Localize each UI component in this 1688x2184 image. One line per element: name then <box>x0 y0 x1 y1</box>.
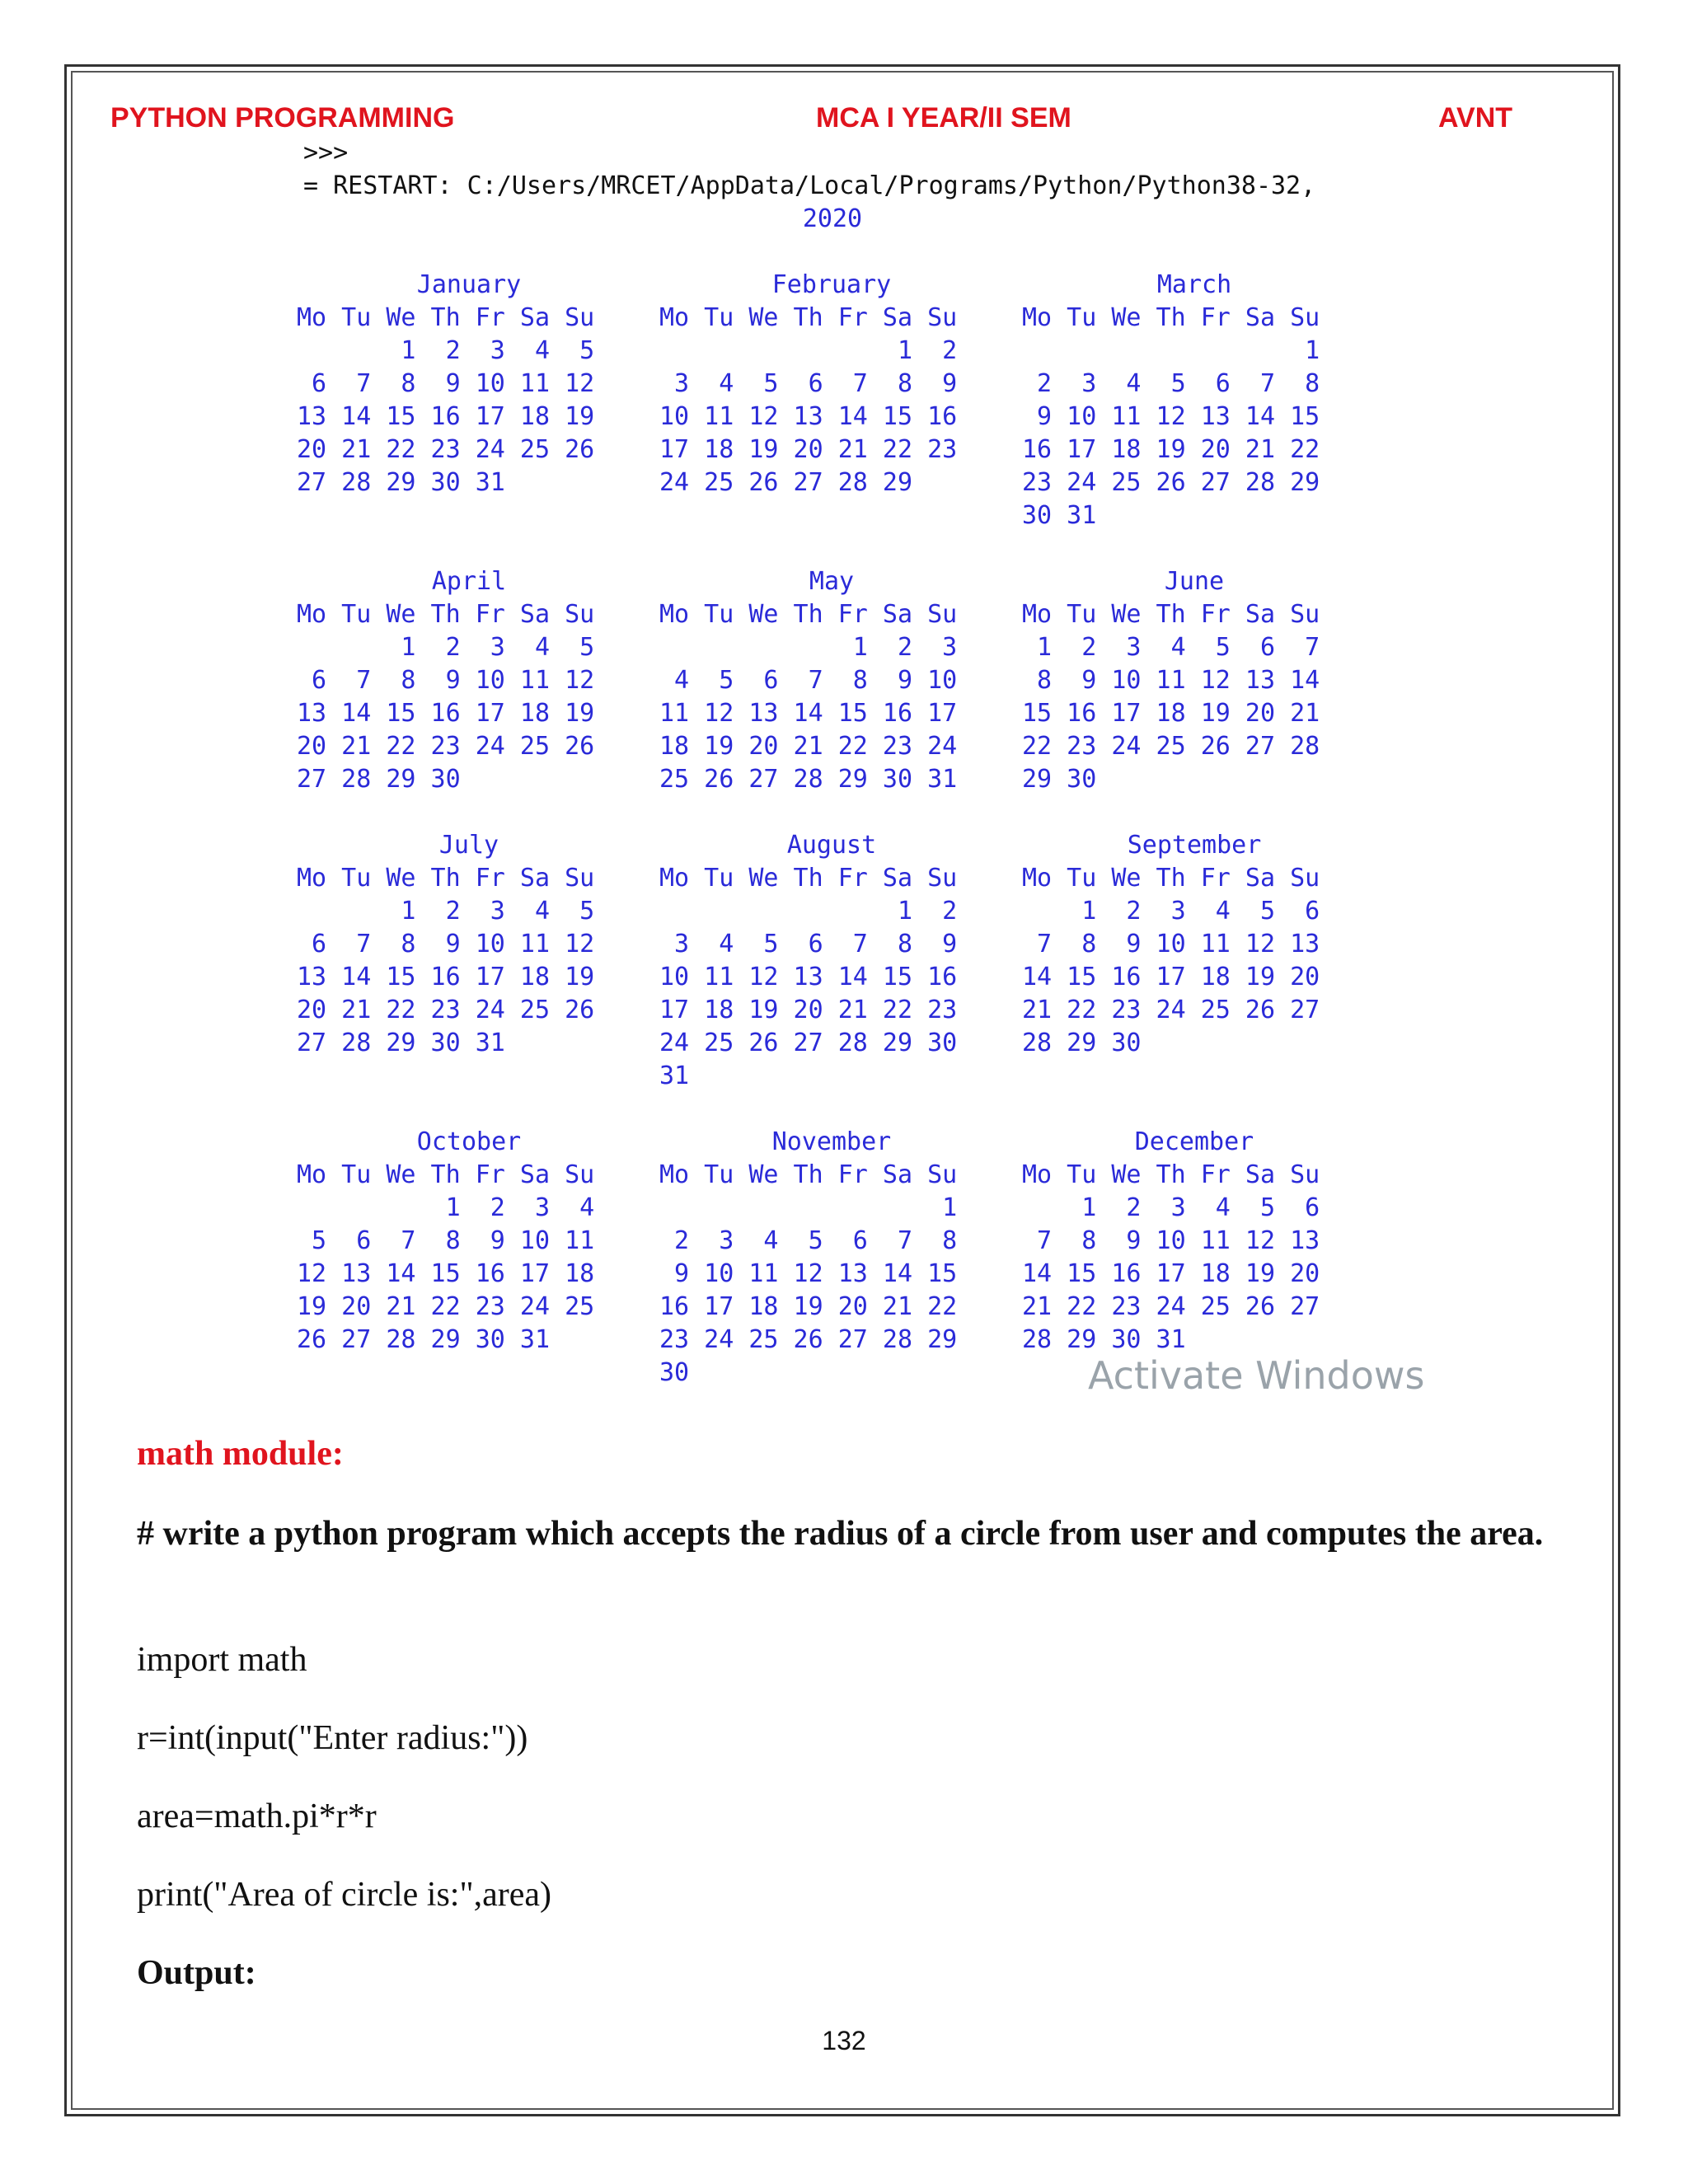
calendar-week: 1 2 3 4 5 <box>297 336 595 365</box>
activate-windows-watermark: Activate Windows <box>1088 1353 1425 1398</box>
weekday-header: Mo Tu We Th Fr Sa Su <box>297 303 595 332</box>
page-number: 132 <box>822 2026 866 2055</box>
calendar-week: 27 28 29 30 31 <box>297 1029 505 1057</box>
calendar-month-october <box>297 1126 651 1357</box>
weekday-header: Mo Tu We Th Fr Sa Su <box>297 1160 595 1189</box>
calendar-week: 1 2 3 4 5 6 <box>1022 1193 1320 1222</box>
month-name: May <box>809 567 855 596</box>
calendar-week: 21 22 23 24 25 26 27 <box>1022 1292 1320 1321</box>
calendar-week: 24 25 26 27 28 29 30 <box>659 1029 958 1057</box>
calendar-year: 2020 <box>802 204 863 233</box>
calendar-week: 12 13 14 15 16 17 18 <box>297 1259 595 1288</box>
calendar-week: 31 <box>659 1062 690 1090</box>
month-name: April <box>431 567 507 596</box>
calendar-month-march <box>1022 269 1376 532</box>
month-name: October <box>416 1127 522 1156</box>
weekday-header: Mo Tu We Th Fr Sa Su <box>1022 864 1320 893</box>
calendar-month-november <box>659 1126 1014 1390</box>
header-author: AVNT <box>1438 102 1513 134</box>
calendar-week: 1 2 3 <box>659 633 958 662</box>
month-name: June <box>1164 567 1225 596</box>
shell-restart-line: = RESTART: C:/Users/MRCET/AppData/Local/Programs/Python/Python38-32, <box>303 171 1316 200</box>
calendar-week: 16 17 18 19 20 21 22 <box>659 1292 958 1321</box>
calendar-week: 30 31 <box>1022 501 1097 530</box>
weekday-header: Mo Tu We Th Fr Sa Su <box>659 864 958 893</box>
shell-prompt: >>> <box>303 138 349 167</box>
calendar-month-august <box>659 829 1014 1093</box>
calendar-week: 10 11 12 13 14 15 16 <box>659 963 958 991</box>
calendar-week: 9 10 11 12 13 14 15 <box>659 1259 958 1288</box>
calendar-week: 16 17 18 19 20 21 22 <box>1022 435 1320 464</box>
calendar-month-may <box>659 565 1014 796</box>
calendar-month-june <box>1022 565 1376 796</box>
calendar-week: 6 7 8 9 10 11 12 <box>297 666 595 695</box>
weekday-header: Mo Tu We Th Fr Sa Su <box>659 600 958 629</box>
calendar-week: 21 22 23 24 25 26 27 <box>1022 996 1320 1024</box>
header-course-title: PYTHON PROGRAMMING <box>110 102 455 134</box>
calendar-week: 11 12 13 14 15 16 17 <box>659 699 958 728</box>
output-label: Output: <box>137 1954 256 1992</box>
calendar-week: 10 11 12 13 14 15 16 <box>659 402 958 431</box>
calendar-week: 29 30 <box>1022 765 1097 794</box>
weekday-header: Mo Tu We Th Fr Sa Su <box>297 600 595 629</box>
calendar-week: 1 <box>1022 336 1320 365</box>
python-shell-screenshot <box>297 137 1418 1406</box>
calendar-week: 13 14 15 16 17 18 19 <box>297 699 595 728</box>
calendar-week: 7 8 9 10 11 12 13 <box>1022 1226 1320 1255</box>
calendar-week: 20 21 22 23 24 25 26 <box>297 435 595 464</box>
section-title: math module: <box>137 1435 344 1473</box>
calendar-week: 17 18 19 20 21 22 23 <box>659 996 958 1024</box>
month-name: September <box>1127 831 1262 860</box>
calendar-week: 27 28 29 30 31 <box>297 468 505 497</box>
calendar-week: 23 24 25 26 27 28 29 <box>1022 468 1320 497</box>
calendar-week: 1 2 3 4 5 6 <box>1022 897 1320 926</box>
calendar-week: 25 26 27 28 29 30 31 <box>659 765 958 794</box>
calendar-week: 7 8 9 10 11 12 13 <box>1022 930 1320 958</box>
code-line: import math <box>137 1641 307 1679</box>
month-name: February <box>771 270 892 299</box>
month-name: November <box>771 1127 892 1156</box>
calendar-month-february <box>659 269 1014 499</box>
month-name: January <box>416 270 522 299</box>
calendar-week: 27 28 29 30 <box>297 765 461 794</box>
calendar-week: 4 5 6 7 8 9 10 <box>659 666 958 695</box>
calendar-week: 1 2 <box>659 336 958 365</box>
code-line: r=int(input("Enter radius:")) <box>137 1719 528 1757</box>
calendar-week: 3 4 5 6 7 8 9 <box>659 369 958 398</box>
calendar-week: 2 3 4 5 6 7 8 <box>1022 369 1320 398</box>
calendar-week: 28 29 30 <box>1022 1029 1142 1057</box>
calendar-week: 8 9 10 11 12 13 14 <box>1022 666 1320 695</box>
calendar-week: 15 16 17 18 19 20 21 <box>1022 699 1320 728</box>
month-name: July <box>438 831 499 860</box>
calendar-week: 18 19 20 21 22 23 24 <box>659 732 958 761</box>
weekday-header: Mo Tu We Th Fr Sa Su <box>297 864 595 893</box>
calendar-week: 24 25 26 27 28 29 <box>659 468 913 497</box>
calendar-week: 3 4 5 6 7 8 9 <box>659 930 958 958</box>
calendar-week: 1 2 3 4 5 <box>297 897 595 926</box>
month-name: March <box>1156 270 1232 299</box>
calendar-month-january <box>297 269 651 499</box>
calendar-week: 28 29 30 31 <box>1022 1325 1186 1354</box>
calendar-month-september <box>1022 829 1376 1060</box>
code-line: print("Area of circle is:",area) <box>137 1876 552 1914</box>
task-description: # write a python program which accepts the radius of a circle from user and computes the area. <box>137 1515 1544 1553</box>
month-name: December <box>1134 1127 1254 1156</box>
calendar-week: 1 <box>659 1193 958 1222</box>
calendar-week: 26 27 28 29 30 31 <box>297 1325 551 1354</box>
weekday-header: Mo Tu We Th Fr Sa Su <box>1022 1160 1320 1189</box>
calendar-week: 20 21 22 23 24 25 26 <box>297 996 595 1024</box>
weekday-header: Mo Tu We Th Fr Sa Su <box>659 303 958 332</box>
calendar-week: 2 3 4 5 6 7 8 <box>659 1226 958 1255</box>
calendar-week: 1 2 3 4 <box>297 1193 595 1222</box>
header-semester: MCA I YEAR/II SEM <box>816 102 1071 134</box>
calendar-week: 13 14 15 16 17 18 19 <box>297 402 595 431</box>
calendar-week: 13 14 15 16 17 18 19 <box>297 963 595 991</box>
calendar-week: 6 7 8 9 10 11 12 <box>297 930 595 958</box>
calendar-week: 1 2 3 4 5 6 7 <box>1022 633 1320 662</box>
calendar-week: 19 20 21 22 23 24 25 <box>297 1292 595 1321</box>
calendar-week: 22 23 24 25 26 27 28 <box>1022 732 1320 761</box>
calendar-week: 14 15 16 17 18 19 20 <box>1022 963 1320 991</box>
calendar-week: 1 2 <box>659 897 958 926</box>
calendar-month-april <box>297 565 651 796</box>
calendar-week: 17 18 19 20 21 22 23 <box>659 435 958 464</box>
calendar-week: 5 6 7 8 9 10 11 <box>297 1226 595 1255</box>
calendar-month-december <box>1022 1126 1376 1357</box>
calendar-week: 1 2 3 4 5 <box>297 633 595 662</box>
weekday-header: Mo Tu We Th Fr Sa Su <box>659 1160 958 1189</box>
weekday-header: Mo Tu We Th Fr Sa Su <box>1022 303 1320 332</box>
calendar-week: 9 10 11 12 13 14 15 <box>1022 402 1320 431</box>
calendar-week: 23 24 25 26 27 28 29 <box>659 1325 958 1354</box>
code-line: area=math.pi*r*r <box>137 1797 377 1835</box>
calendar-week: 30 <box>659 1358 690 1387</box>
weekday-header: Mo Tu We Th Fr Sa Su <box>1022 600 1320 629</box>
calendar-week: 20 21 22 23 24 25 26 <box>297 732 595 761</box>
calendar-month-july <box>297 829 651 1060</box>
calendar-week: 14 15 16 17 18 19 20 <box>1022 1259 1320 1288</box>
month-name: August <box>786 831 877 860</box>
calendar-week: 6 7 8 9 10 11 12 <box>297 369 595 398</box>
